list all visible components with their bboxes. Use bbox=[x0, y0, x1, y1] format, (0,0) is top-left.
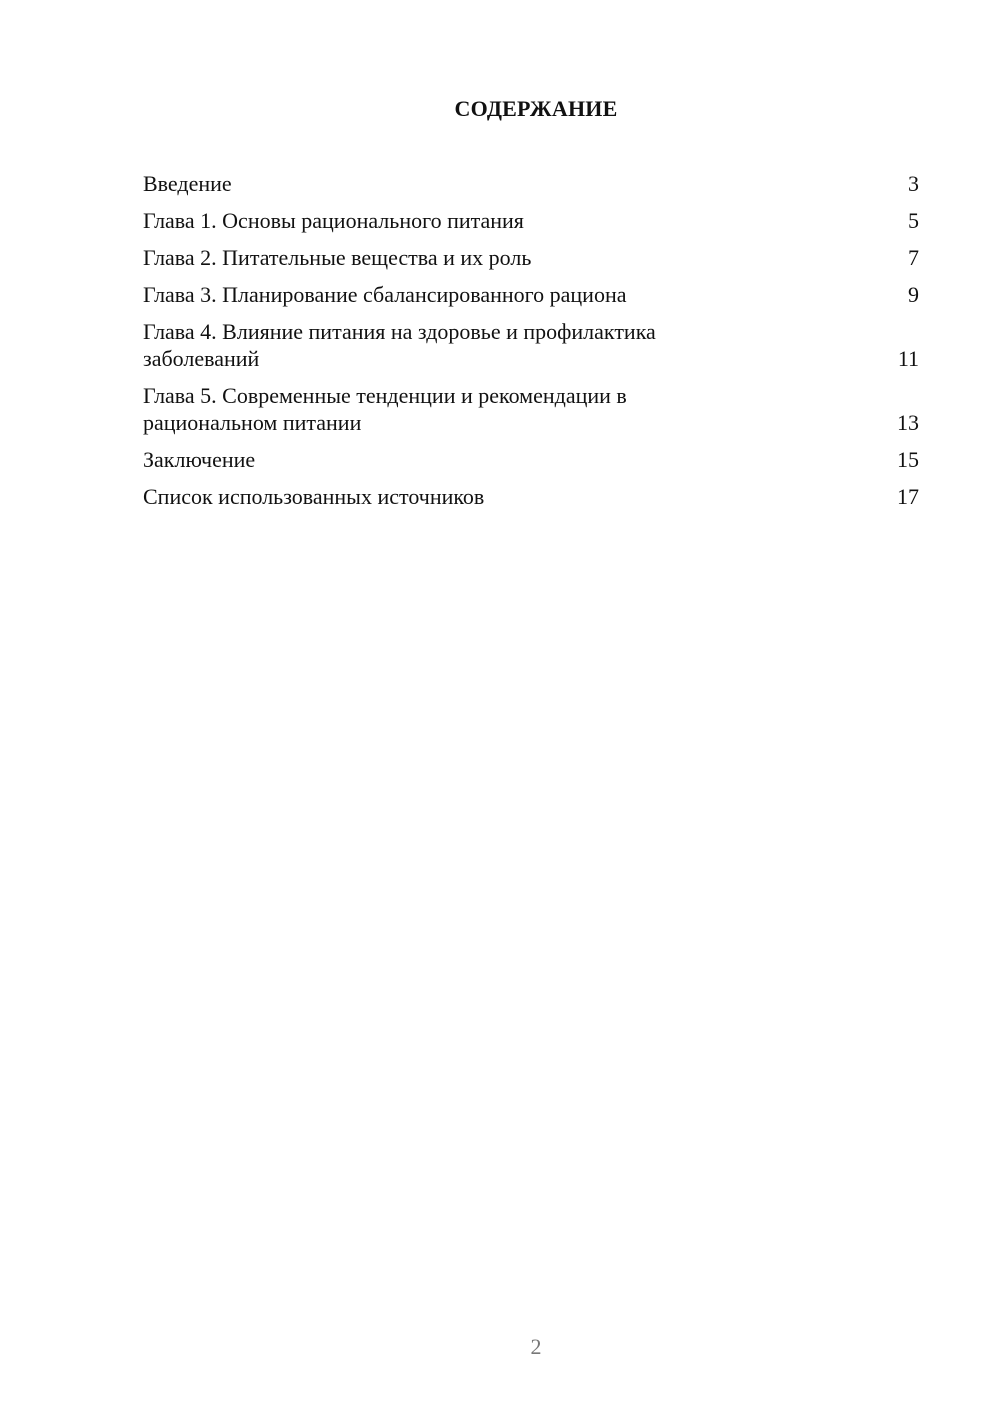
toc-entry-label: Глава 2. Питательные вещества и их роль bbox=[143, 245, 532, 270]
toc-entry-page: 13 bbox=[897, 410, 919, 435]
toc-entry-introduction[interactable] bbox=[143, 170, 919, 197]
toc-entry-label: Глава 1. Основы рационального питания bbox=[143, 208, 524, 233]
toc-entry-label: Введение bbox=[143, 171, 232, 196]
toc-entry-chapter-5[interactable] bbox=[143, 382, 919, 436]
toc-entry-chapter-4[interactable] bbox=[143, 318, 919, 372]
toc-entry-chapter-2[interactable] bbox=[143, 244, 919, 271]
toc-entry-page: 3 bbox=[908, 171, 919, 196]
toc-entry-label: Список использованных источников bbox=[143, 484, 485, 509]
table-of-contents bbox=[143, 170, 919, 520]
page-title: СОДЕРЖАНИЕ bbox=[454, 96, 618, 121]
toc-entry-label: Глава 3. Планирование сбалансированного рациона bbox=[143, 282, 627, 307]
toc-entry-label: Глава 4. Влияние питания на здоровье и профилактика заболеваний bbox=[143, 319, 656, 371]
toc-entry-references[interactable] bbox=[143, 483, 919, 510]
toc-entry-page: 9 bbox=[908, 282, 919, 307]
toc-entry-chapter-3[interactable] bbox=[143, 281, 919, 308]
toc-entry-page: 5 bbox=[908, 208, 919, 233]
toc-entry-page: 17 bbox=[897, 484, 919, 509]
toc-entry-label: Глава 5. Современные тенденции и рекомендации в рациональном питании bbox=[143, 383, 627, 435]
toc-entry-label: Заключение bbox=[143, 447, 256, 472]
toc-entry-chapter-1[interactable] bbox=[143, 207, 919, 234]
toc-entry-page: 11 bbox=[897, 346, 919, 371]
toc-entry-page: 15 bbox=[897, 447, 919, 472]
page-number: 2 bbox=[530, 1334, 542, 1359]
toc-entry-conclusion[interactable] bbox=[143, 446, 919, 473]
toc-entry-page: 7 bbox=[908, 245, 919, 270]
